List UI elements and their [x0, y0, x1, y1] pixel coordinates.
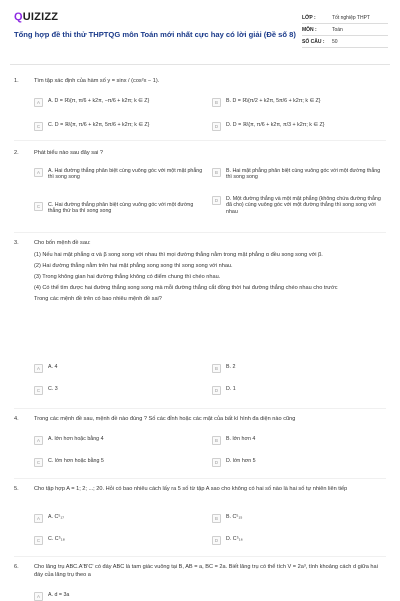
option-text: B. C⁵₁₅: [226, 514, 243, 520]
option-text: C. D = ℝ\{π, π/6 + k2π, 5π/6 + k2π; k ∈ Z}: [48, 122, 150, 128]
option-b[interactable]: [212, 514, 384, 523]
option-letter-box: A: [34, 592, 43, 601]
question-3: [14, 240, 386, 393]
question-divider: [14, 556, 386, 557]
option-letter-box: D: [212, 196, 221, 205]
option-letter-box: B: [212, 514, 221, 523]
option-text: C. lớn hơn hoặc bằng 5: [48, 458, 104, 464]
question-6: [14, 564, 386, 599]
option-a[interactable]: [34, 364, 204, 373]
document-title: Tổng hợp đề thi thử THPTQG môn Toán mới nhất cực hay có lời giải (Đề số 8): [14, 30, 296, 39]
option-b[interactable]: [212, 364, 384, 373]
meta-key: MÔN :: [302, 26, 317, 33]
option-letter-box: B: [212, 436, 221, 445]
question-text: Cho tập hợp A = 1; 2; ...; 20. Hỏi có bao nhiêu cách lấy ra 5 số từ tập A sao cho không có hai số nào là hai số tự nhiên liên tiếp: [34, 486, 348, 492]
option-c[interactable]: [34, 458, 204, 467]
option-letter-box: B: [212, 168, 221, 177]
question-4: [14, 416, 386, 465]
option-d[interactable]: [212, 536, 384, 545]
option-a[interactable]: [34, 98, 204, 107]
statement-1: (1) Nếu hai mặt phẳng α và β song song với nhau thì mọi đường thẳng nằm trong mặt phẳng α đều song song với β.: [34, 251, 323, 258]
option-text: C. C⁵₁₈: [48, 536, 65, 542]
option-text: A. 4: [48, 364, 58, 370]
option-text: D. 1: [226, 386, 236, 392]
option-text: D. D = ℝ\{π, π/6 + k2π, π/3 + k2π; k ∈ Z}: [226, 122, 325, 128]
meta-value: Toán: [332, 26, 343, 33]
option-letter-box: C: [34, 458, 43, 467]
option-text: B. D = ℝ\{π/2 + k2π, 5π/6 + k2π; k ∈ Z}: [226, 98, 321, 104]
statement-3: (3) Trong không gian hai đường thẳng không có điểm chung thì chéo nhau.: [34, 273, 221, 280]
option-letter-box: A: [34, 168, 43, 177]
option-letter-box: D: [212, 386, 221, 395]
option-text: D. lớn hơn 5: [226, 458, 256, 464]
meta-value: Tốt nghiệp THPT: [332, 14, 370, 21]
question-number: 4.: [14, 416, 19, 422]
option-c[interactable]: [34, 122, 204, 131]
question-text: Tìm tập xác định của hàm số y = sinx / (cos²x − 1).: [34, 78, 160, 84]
meta-row-subject: [302, 24, 388, 36]
option-d[interactable]: [212, 386, 384, 395]
question-divider: [14, 408, 386, 409]
option-b[interactable]: [212, 168, 384, 181]
option-b[interactable]: [212, 436, 384, 445]
option-text: D. C⁵₁₆: [226, 536, 243, 542]
quizizz-logo: [14, 11, 58, 23]
option-text: A. Hai đường thẳng phân biệt cùng vuông góc với một mặt phẳng thì song song: [48, 168, 203, 181]
question-5: [14, 486, 386, 543]
question-1: [14, 78, 386, 129]
meta-value: 50: [332, 38, 338, 45]
option-letter-box: D: [212, 122, 221, 131]
option-text: C. 3: [48, 386, 58, 392]
option-a[interactable]: [34, 436, 204, 445]
option-letter-box: A: [34, 98, 43, 107]
meta-key: SỐ CÂU :: [302, 38, 325, 45]
option-text: A. lớn hơn hoặc bằng 4: [48, 436, 104, 442]
header-divider: [10, 64, 390, 65]
option-c[interactable]: [34, 536, 204, 545]
question-text: Phát biểu nào sau đây sai ?: [34, 150, 104, 156]
question-text: Cho lăng trụ ABC.A'B'C' có đáy ABC là tam giác vuông tại B, AB = a, BC = 2a. Biết lăng trụ có thể tích V = 2a³, tính khoảng cách d giữa hai đáy của lăng trụ theo a: [34, 564, 378, 578]
option-text: A. C⁵₁₇: [48, 514, 65, 520]
question-text: Trong các mệnh đề sau, mệnh đề nào đúng ? Số các đỉnh hoặc các mặt của bất kì hình đa diện nào cũng: [34, 416, 296, 422]
option-letter-box: C: [34, 122, 43, 131]
option-text: C. Hai đường thẳng phân biệt cùng vuông góc với một đường thẳng thứ ba thì song song: [48, 202, 194, 215]
option-text: D. Một đường thẳng và một mặt phẳng (không chứa đường thẳng đã cho) cùng vuông góc với một đường thẳng thì song song với nhau: [226, 196, 381, 215]
option-text: A. D = ℝ\{π, π/6 + k2π, −π/6 + k2π; k ∈ Z}: [48, 98, 150, 104]
question-divider: [14, 140, 386, 141]
option-letter-box: A: [34, 364, 43, 373]
option-letter-box: B: [212, 98, 221, 107]
option-letter-box: A: [34, 514, 43, 523]
question-2: [14, 150, 386, 215]
option-a[interactable]: [34, 168, 204, 181]
question-number: 6.: [14, 564, 19, 570]
question-number: 3.: [14, 240, 19, 246]
option-text: B. lớn hơn 4: [226, 436, 256, 442]
option-letter-box: B: [212, 364, 221, 373]
meta-key: LỚP :: [302, 14, 316, 21]
option-d[interactable]: [212, 196, 384, 215]
question-number: 5.: [14, 486, 19, 492]
option-text: B. 2: [226, 364, 236, 370]
option-letter-box: D: [212, 458, 221, 467]
option-letter-box: C: [34, 202, 43, 211]
option-c[interactable]: [34, 386, 204, 395]
option-text: A. d = 3a: [48, 592, 70, 598]
option-letter-box: D: [212, 536, 221, 545]
statements: [34, 252, 386, 303]
statement-4: (4) Có thể tìm được hai đường thẳng song song mà mỗi đường thẳng cắt đồng thời hai đường thẳng chéo nhau cho trước: [34, 284, 338, 291]
option-b[interactable]: [212, 98, 384, 107]
option-d[interactable]: [212, 122, 384, 131]
option-d[interactable]: [212, 458, 384, 467]
option-letter-box: C: [34, 386, 43, 395]
logo-q-mark: Q: [14, 11, 23, 23]
option-c[interactable]: [34, 202, 204, 215]
option-a[interactable]: [34, 514, 204, 523]
logo-wordmark: UIZIZZ: [22, 11, 59, 23]
question-divider: [14, 232, 386, 233]
option-letter-box: C: [34, 536, 43, 545]
meta-row-class: [302, 12, 388, 24]
option-letter-box: A: [34, 436, 43, 445]
question-text: Cho bốn mệnh đề sau:: [34, 240, 91, 246]
question-prompt: Trong các mệnh đề trên có bao nhiêu mệnh đề sai?: [34, 295, 162, 302]
meta-row-count: [302, 36, 388, 48]
statement-2: (2) Hai đường thẳng nằm trên hai mặt phẳng song song thì song song với nhau.: [34, 262, 233, 269]
option-text: B. Hai mặt phẳng phân biệt cùng vuông góc với một đường thẳng thì song song: [226, 168, 381, 181]
meta-table: [302, 12, 388, 48]
question-number: 2.: [14, 150, 19, 156]
header: [0, 0, 400, 62]
question-number: 1.: [14, 78, 19, 84]
question-divider: [14, 478, 386, 479]
